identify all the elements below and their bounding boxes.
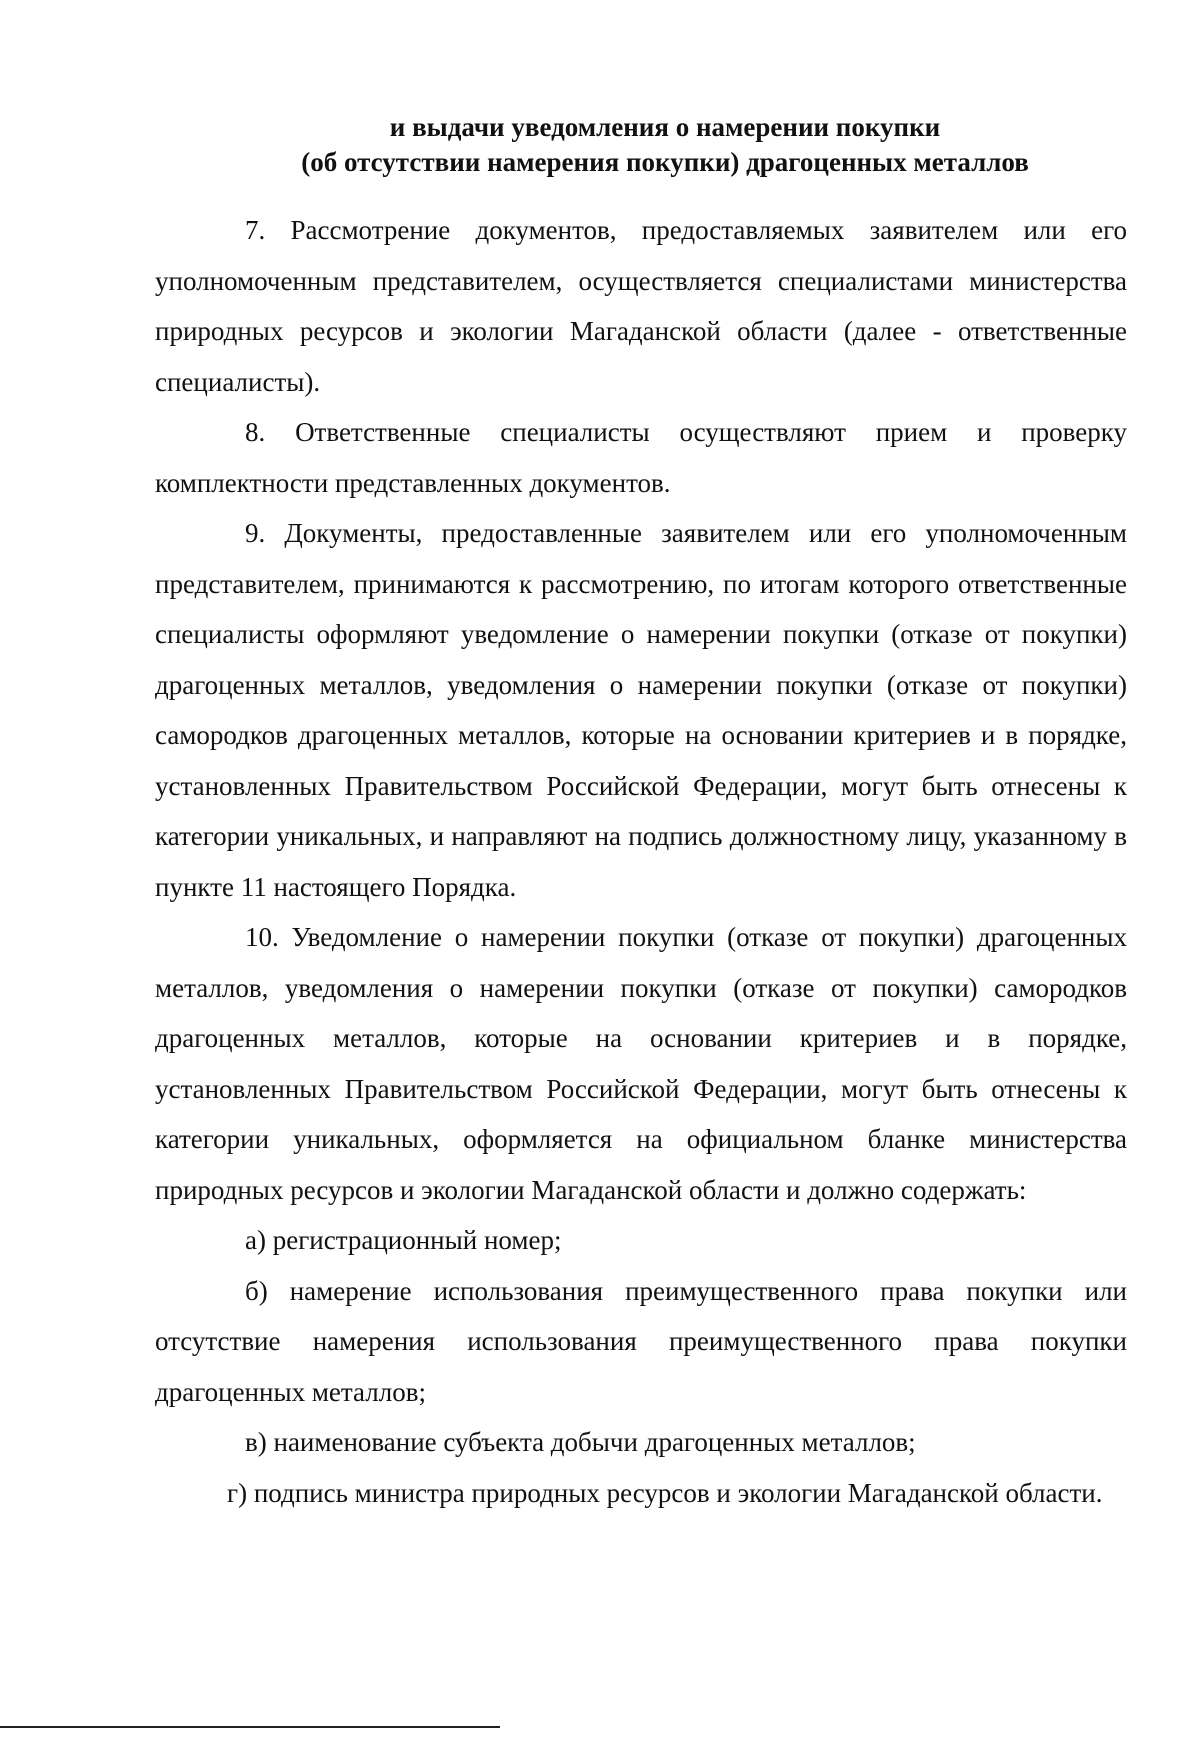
list-item-g: г) подпись министра природных ресурсов и экологии Магаданской области. [227,1477,1103,1508]
paragraph-7: 7. Рассмотрение документов, предоставляемых заявителем или его уполномоченным представителем, осуществляется специалистами министерства природных ресурсов и экологии Магаданской области (далее - ответственные специалисты). [155,215,1127,397]
list-item-b: б) намерение использования преимущественного права покупки или отсутствие намерения использования преимущественного права покупки драгоценных металлов; [155,1275,1127,1407]
list-item-a: а) регистрационный номер; [245,1225,562,1255]
paragraph-8: 8. Ответственные специалисты осуществляют прием и проверку комплектности представленных документов. [155,417,1127,498]
heading-line-1: и выдачи уведомления о намерении покупки [389,112,941,142]
paragraph-10: 10. Уведомление о намерении покупки (отказе от покупки) драгоценных металлов, уведомления о намерении покупки (отказе от покупки) самородков драгоценных металлов, которые на основании критериев и в порядке, установленных Правительством Российской Федерации, могут быть отнесены к категории уникальных, оформляется на официальном бланке министерства природных ресурсов и экологии Магаданской области и должно содержать: [155,922,1127,1205]
list-item-v: в) наименование субъекта добычи драгоценных металлов; [245,1427,916,1457]
paragraph-9: 9. Документы, предоставленные заявителем или его уполномоченным представителем, принимаются к рассмотрению, по итогам которого ответственные специалисты оформляют уведомление о намерении покупки (отказе от покупки) драгоценных металлов, уведомления о намерении покупки (отказе от покупки) самородков драгоценных металлов, которые на основании критериев и в порядке, установленных Правительством Российской Федерации, могут быть отнесены к категории уникальных, и направляют на подпись должностному лицу, указанному в пункте 11 настоящего Порядка. [155,518,1127,902]
document-body [155,205,1127,1518]
heading-line-2: (об отсутствии намерения покупки) драгоценных металлов [301,147,1029,177]
section-heading [0,110,1200,180]
bottom-rule-line [0,1726,500,1728]
